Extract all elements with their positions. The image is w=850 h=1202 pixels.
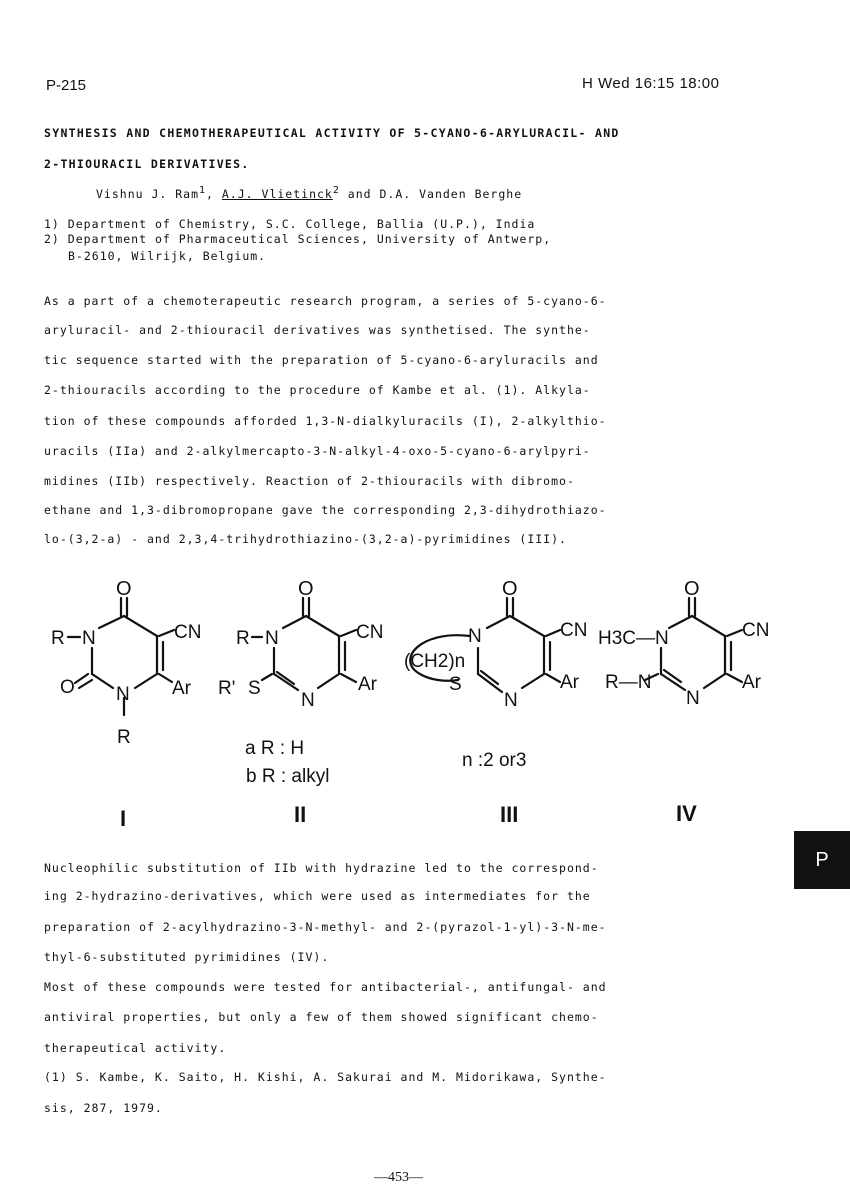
label-iv: IV bbox=[676, 801, 697, 826]
affiliation-2-mark: 2) bbox=[44, 232, 60, 246]
atom-ar: Ar bbox=[742, 672, 761, 693]
p1-line: ethane and 1,3-dibromopropane gave the corresponding 2,3-dihydrothiazo- bbox=[44, 503, 607, 517]
p2-line: antiviral properties, but only a few of them showed significant chemo- bbox=[44, 1010, 599, 1024]
note-iib: b R : alkyl bbox=[246, 766, 330, 787]
atom-cn: CN bbox=[174, 622, 202, 643]
atom-o: O bbox=[116, 578, 132, 600]
atom-n: N bbox=[265, 628, 279, 649]
atom-n: N bbox=[82, 628, 96, 649]
label-iii: III bbox=[500, 802, 519, 827]
chemical-structures-figure bbox=[0, 570, 800, 840]
note-iia: a R : H bbox=[245, 738, 305, 759]
p2-line: ing 2-hydrazino-derivatives, which were used as intermediates for the bbox=[44, 889, 591, 903]
label-ii: II bbox=[294, 802, 307, 827]
title-line-2: 2-THIOURACIL DERIVATIVES. bbox=[44, 157, 250, 171]
label-i: I bbox=[120, 806, 127, 831]
note-iii-n: n :2 or3 bbox=[462, 750, 527, 771]
atom-r-prime: R' bbox=[218, 678, 236, 699]
atom-n: N bbox=[116, 684, 130, 705]
atom-o: O bbox=[502, 578, 518, 600]
p1-line: aryluracil- and 2-thiouracil derivatives was synthetised. The synthe- bbox=[44, 323, 591, 337]
p1-line: tic sequence started with the preparation of 5-cyano-6-aryluracils and bbox=[44, 353, 599, 367]
atom-cn: CN bbox=[742, 620, 770, 641]
p2-line: therapeutical activity. bbox=[44, 1041, 227, 1055]
p2-line: Most of these compounds were tested for antibacterial-, antifungal- and bbox=[44, 980, 607, 994]
p1-line: lo-(3,2-a) - and 2,3,4-trihydrothiazino-(3,2-a)-pyrimidines (III). bbox=[44, 532, 567, 546]
session-info: H Wed 16:15 18:00 bbox=[582, 75, 720, 92]
p1-line: tion of these compounds afforded 1,3-N-dialkyluracils (I), 2-alkylthio- bbox=[44, 414, 607, 428]
atom-s: S bbox=[449, 674, 462, 695]
p2-line: thyl-6-substituted pyrimidines (IV). bbox=[44, 950, 330, 964]
atom-n: N bbox=[468, 626, 482, 647]
author-1: Vishnu J. Ram bbox=[96, 187, 200, 201]
p2-line: preparation of 2-acylhydrazino-3-N-methyl- and 2-(pyrazol-1-yl)-3-N-me- bbox=[44, 920, 607, 934]
atom-ar: Ar bbox=[172, 678, 191, 699]
atom-h3c-n: H3C—N bbox=[598, 628, 669, 649]
atom-o: O bbox=[298, 578, 314, 600]
affiliation-2 bbox=[44, 232, 551, 246]
atom-o: O bbox=[684, 578, 700, 600]
page-number: —453— bbox=[374, 1170, 423, 1185]
authors bbox=[96, 187, 522, 201]
p1-line: 2-thiouracils according to the procedure of Kambe et al. (1). Alkyla- bbox=[44, 383, 591, 397]
title-line-1: SYNTHESIS AND CHEMOTHERAPEUTICAL ACTIVITY OF 5-CYANO-6-ARYLURACIL- AND bbox=[44, 126, 620, 140]
atom-cn: CN bbox=[560, 620, 588, 641]
p1-line: midines (IIb) respectively. Reaction of 2-thiouracils with dibromo- bbox=[44, 474, 575, 488]
atom-cn: CN bbox=[356, 622, 384, 643]
affiliation-1 bbox=[44, 217, 535, 231]
author-rest: and D.A. Vanden Berghe bbox=[339, 187, 523, 201]
p2-line: Nucleophilic substitution of IIb with hydrazine led to the correspond- bbox=[44, 861, 599, 875]
atom-r: R bbox=[51, 628, 65, 649]
atom-s: S bbox=[248, 678, 261, 699]
atom-r: R bbox=[236, 628, 250, 649]
affiliation-1-text: Department of Chemistry, S.C. College, Ballia (U.P.), India bbox=[67, 217, 536, 231]
p1-line: As a part of a chemoterapeutic research program, a series of 5-cyano-6- bbox=[44, 294, 607, 308]
atom-n: N bbox=[686, 688, 700, 709]
affiliation-2-text: Department of Pharmaceutical Sciences, University of Antwerp, bbox=[67, 232, 552, 246]
reference-1: (1) S. Kambe, K. Saito, H. Kishi, A. Sakurai and M. Midorikawa, Synthe- bbox=[44, 1070, 607, 1084]
atom-r: R bbox=[117, 727, 131, 748]
author-2-affil: 2 bbox=[332, 185, 340, 197]
atom-ar: Ar bbox=[560, 672, 579, 693]
affiliation-1-mark: 1) bbox=[44, 217, 60, 231]
affiliation-2-cont: B-2610, Wilrijk, Belgium. bbox=[68, 249, 267, 263]
author-1-affil: 1 bbox=[199, 185, 207, 197]
atom-ar: Ar bbox=[358, 674, 377, 695]
atom-ch2n: (CH2)n bbox=[404, 651, 466, 672]
atom-n: N bbox=[504, 690, 518, 711]
atom-n: N bbox=[301, 690, 315, 711]
author-sep: , bbox=[206, 187, 222, 201]
abstract-code: P-215 bbox=[46, 77, 87, 94]
reference-1-cont: sis, 287, 1979. bbox=[44, 1101, 163, 1115]
atom-o: O bbox=[60, 677, 75, 698]
p1-line: uracils (IIa) and 2-alkylmercapto-3-N-alkyl-4-oxo-5-cyano-6-arylpyri- bbox=[44, 444, 591, 458]
section-tab-p: P bbox=[794, 831, 850, 889]
author-2: A.J. Vlietinck bbox=[221, 187, 333, 201]
atom-r-n: R—N bbox=[605, 672, 652, 693]
